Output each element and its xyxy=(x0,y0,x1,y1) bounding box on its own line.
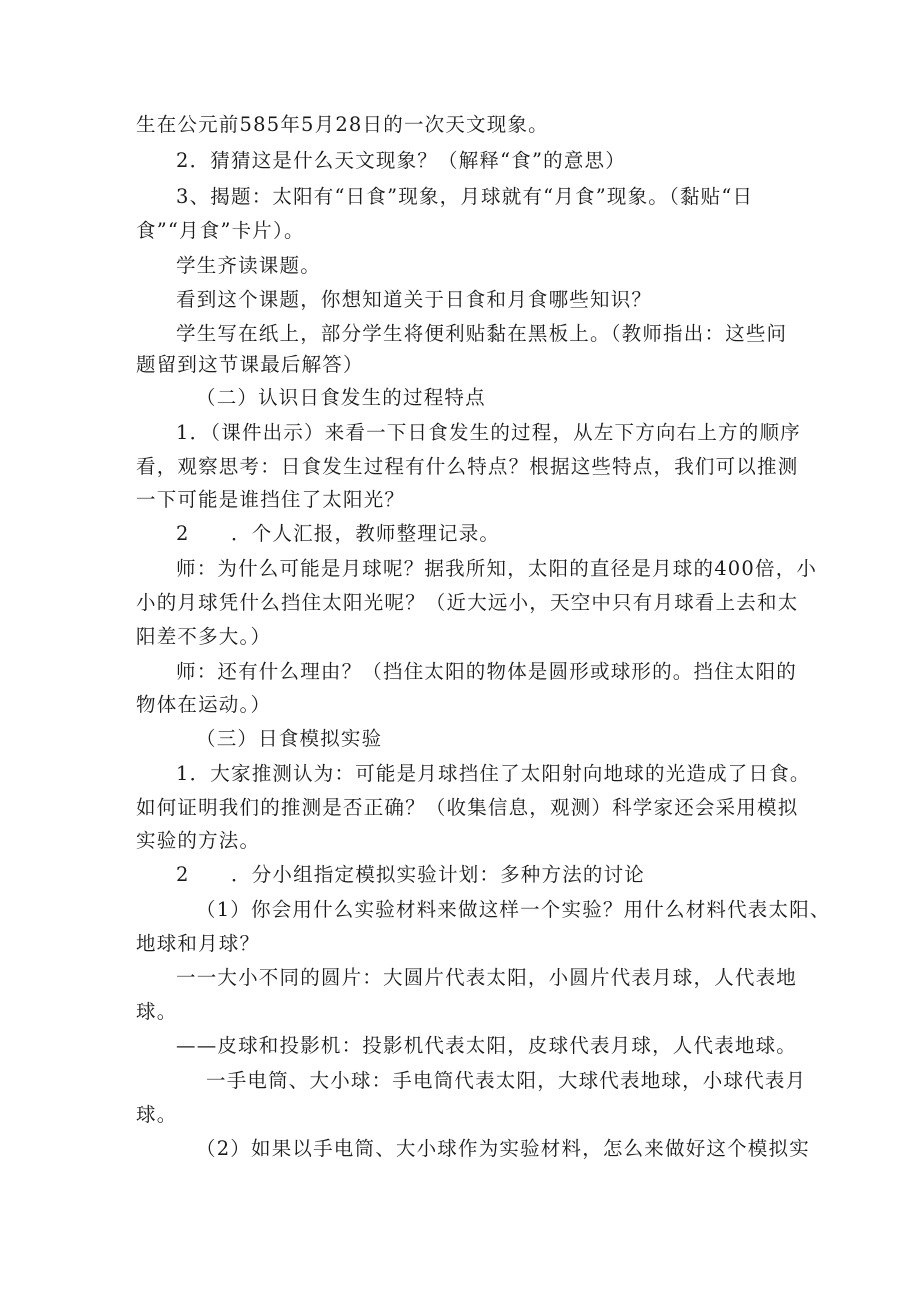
text-line: 师：还有什么理由？（挡住太阳的物体是圆形或球形的。挡住太阳的 xyxy=(176,660,798,683)
text-line: （2）如果以手电筒、大小球作为实验材料，怎么来做好这个模拟实 xyxy=(196,1137,810,1160)
text-line: ——皮球和投影机：投影机代表太阳，皮球代表月球，人代表地球。 xyxy=(176,1034,798,1057)
text-line: 生在公元前585年5月28日的一次天文现象。 xyxy=(136,113,549,136)
text-line: 1．（课件出示）来看一下日食发生的过程，从左下方向右上方的顺序 xyxy=(176,421,801,444)
text-line: 一一大小不同的圆片：大圆片代表太阳，小圆片代表月球，人代表地 xyxy=(176,966,798,989)
text-line: 学生写在纸上，部分学生将便利贴黏在黑板上。（教师指出：这些问 xyxy=(176,322,788,345)
text-line: 3、揭题：太阳有“日食”现象，月球就有“月食”现象。（黏贴“日 xyxy=(176,185,754,208)
text-line: 阳差不多大。） xyxy=(136,625,272,648)
text-line: 2．猜猜这是什么天文现象？（解释“食”的意思） xyxy=(176,149,626,172)
text-line: 看到这个课题，你想知道关于日食和月食哪些知识？ xyxy=(176,288,653,311)
section-heading: （二）认识日食发生的过程特点 xyxy=(196,386,486,409)
text-line: 实验的方法。 xyxy=(136,829,261,852)
text-line: 如何证明我们的推测是否正确？（收集信息，观测）科学家还会采用模拟 xyxy=(136,796,799,819)
text-line: 1．大家推测认为：可能是月球挡住了太阳射向地球的光造成了日食。 xyxy=(176,762,811,785)
text-line: 球。 xyxy=(136,1103,178,1126)
text-line: （1）你会用什么实验材料来做这样一个实验？用什么材料代表太阳、 xyxy=(196,898,831,921)
text-line: 2 ．个人汇报，教师整理记录。 xyxy=(176,522,501,545)
text-line: 小的月球凭什么挡住太阳光呢？（近大远小，天空中只有月球看上去和太 xyxy=(136,591,799,614)
text-line: 2 ．分小组指定模拟实验计划：多种方法的讨论 xyxy=(176,863,646,886)
text-line: 一下可能是谁挡住了太阳光？ xyxy=(136,488,406,511)
section-heading: （三）日食模拟实验 xyxy=(196,727,383,750)
text-line: 师：为什么可能是月球呢？据我所知，太阳的直径是月球的400倍，小 xyxy=(176,557,818,580)
text-line: 地球和月球？ xyxy=(136,932,261,955)
text-line: 看，观察思考：日食发生过程有什么特点？根据这些特点，我们可以推测 xyxy=(136,455,799,478)
text-line: 食”“月食”卡片）。 xyxy=(136,219,305,242)
text-line: 学生齐读课题。 xyxy=(176,254,321,277)
text-line: 题留到这节课最后解答） xyxy=(136,353,364,376)
text-line: 物体在运动。） xyxy=(136,693,272,716)
text-line: 一手电筒、大小球：手电筒代表太阳，大球代表地球，小球代表月 xyxy=(206,1069,807,1092)
text-line: 球。 xyxy=(136,1000,178,1023)
